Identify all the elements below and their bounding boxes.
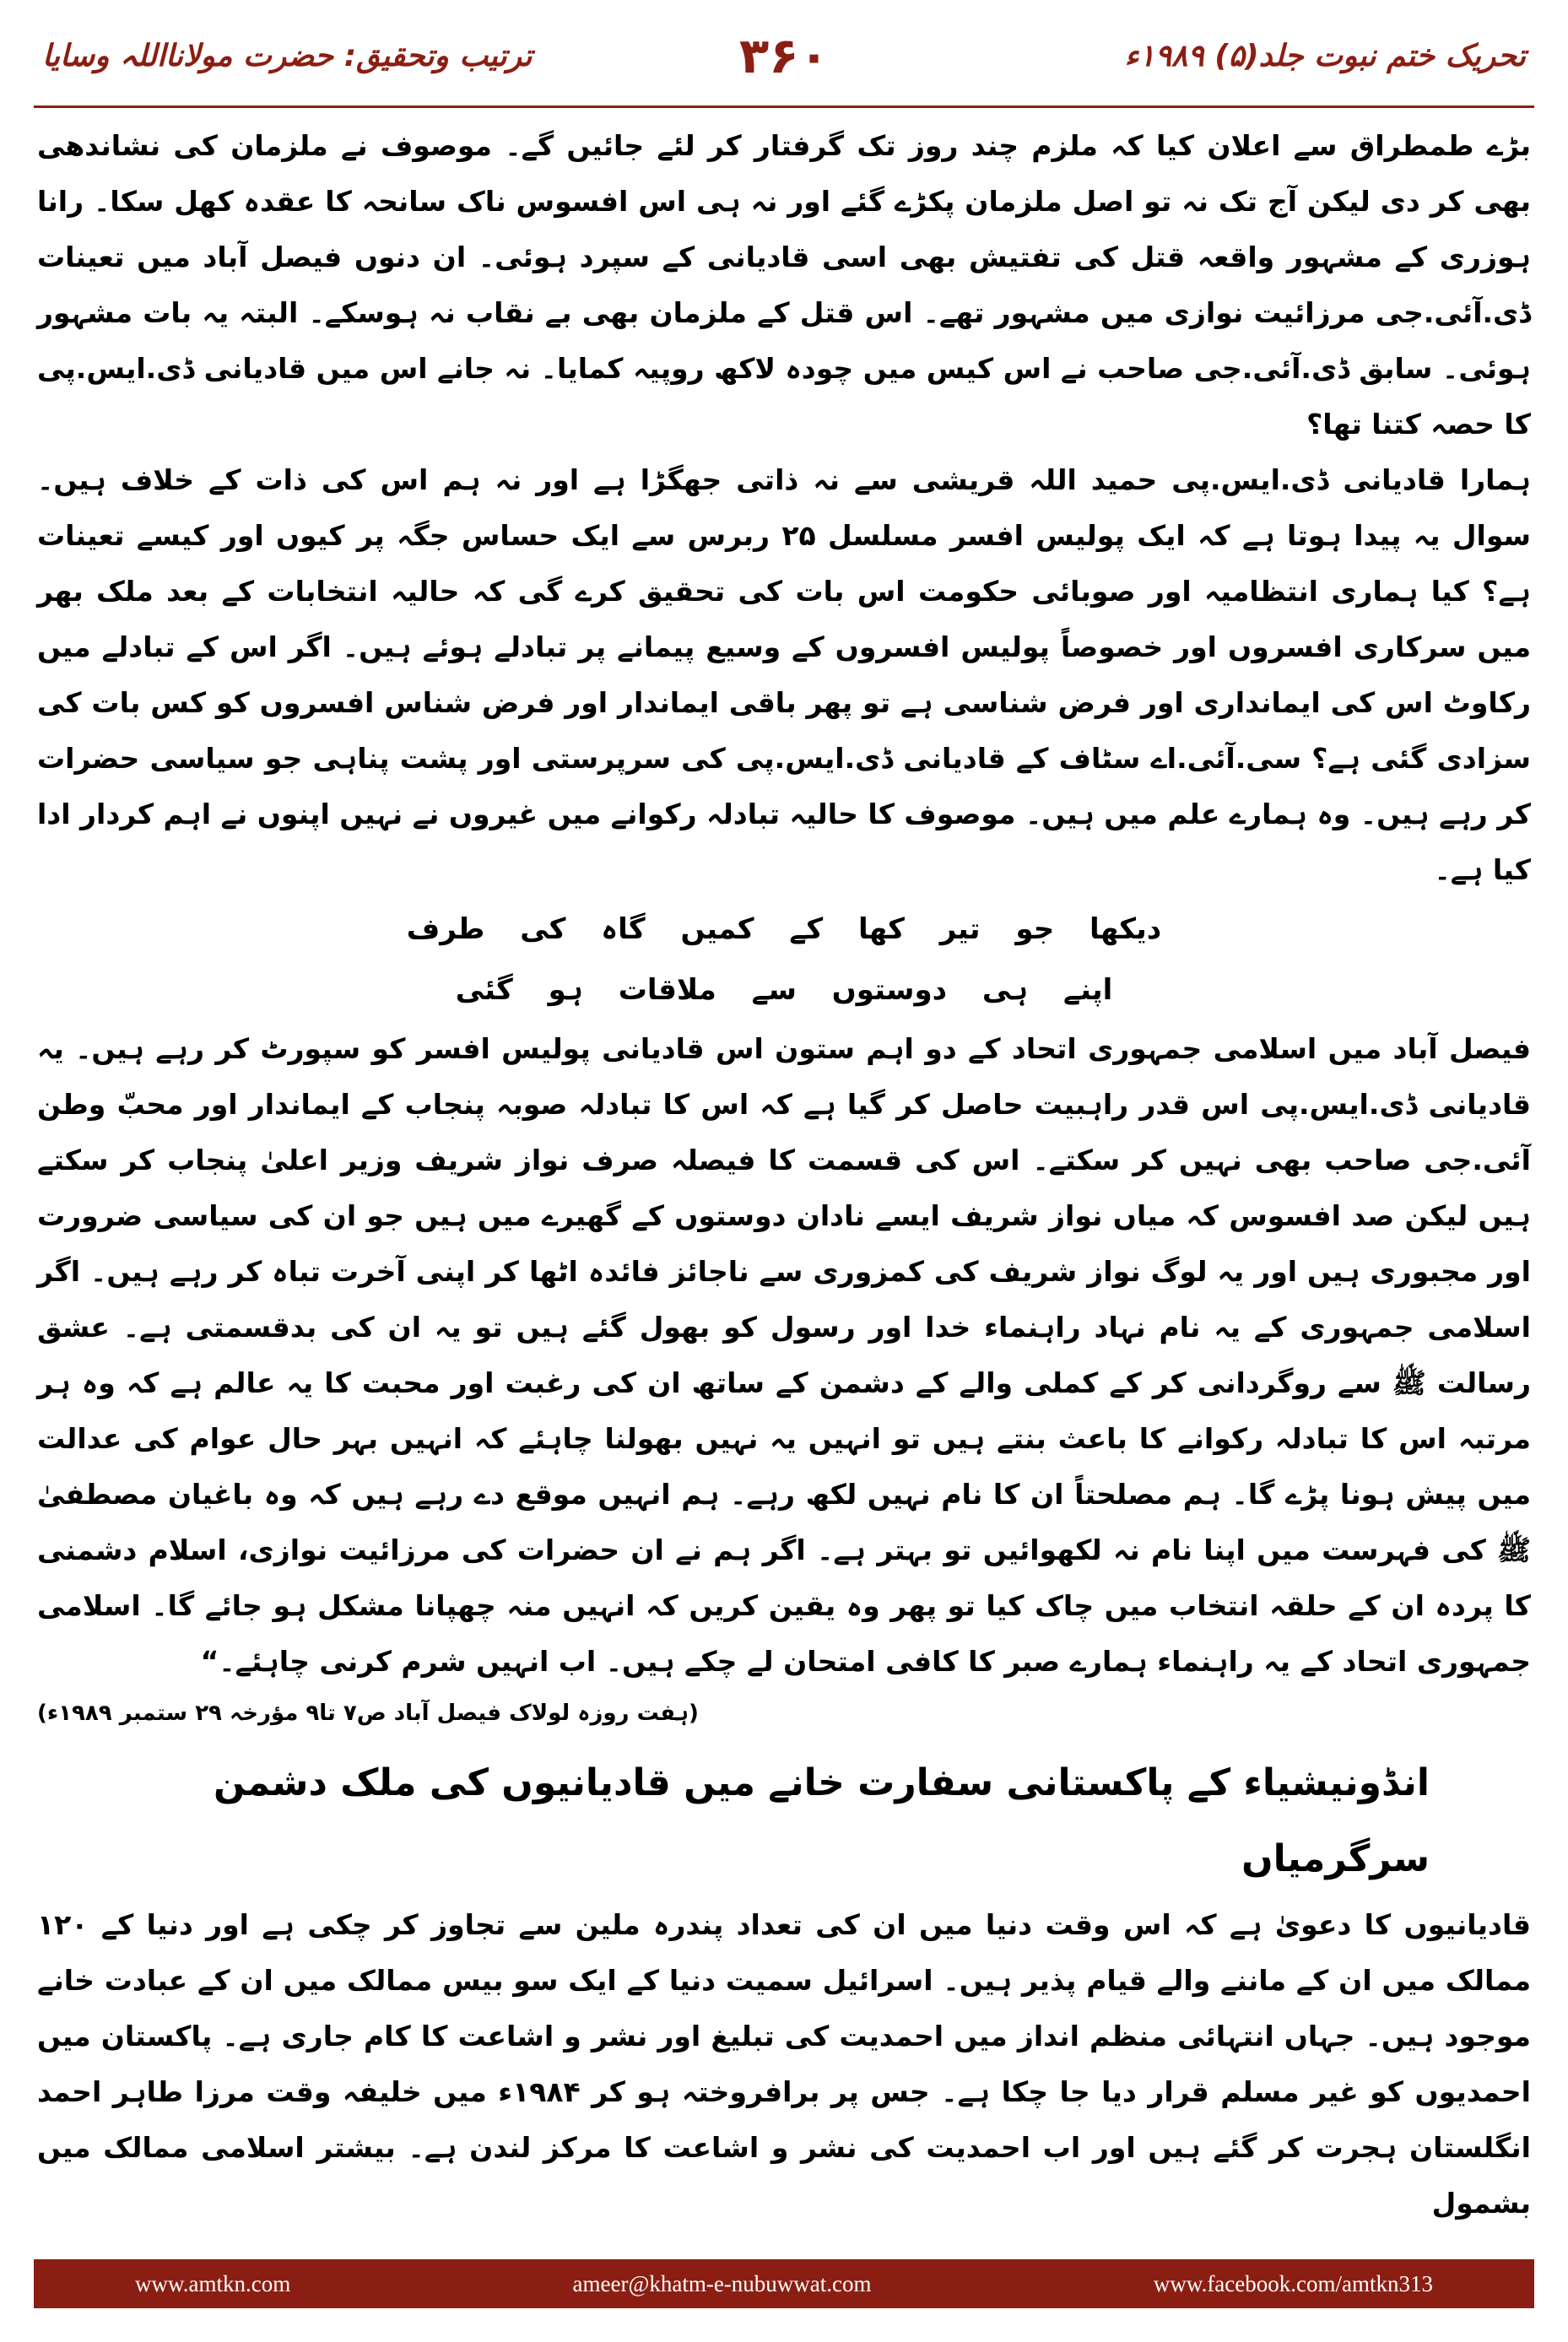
page-header [34, 24, 1534, 101]
compiler-credit: ترتیب وتحقیق: حضرت مولانااللہ وسایا [42, 39, 533, 73]
citation-source: (ہفت روزہ لولاک فیصل آباد ص۷ تا۹ مؤرخہ ۲۹ ستمبر ۱۹۸۹ء) [37, 1701, 699, 1726]
book-title: تحریک ختم نبوت جلد(۵) ۱۹۸۹ء [1124, 39, 1526, 73]
paragraph-1: بڑے طمطراق سے اعلان کیا کہ ملزم چند روز تک گرفتار کر لئے جائیں گے۔ موصوف نے ملزمان کی نشاندھی بھی کر دی لیکن آج تک نہ تو اصل ملزمان پکڑے گئے اور نہ ہی اس افسوس ناک سانحہ کا عقدہ کھل سکا۔ رانا ہوزری کے مشہور واقعہ قتل کی تفتیش بھی اسی قادیانی کے سپرد ہوئی۔ ان دنوں فیصل آباد میں تعینات ڈی.آئی.جی مرزائیت نوازی میں مشہور تھے۔ اس قتل کے ملزمان بھی بے نقاب نہ ہوسکے۔ البتہ یہ بات مشہور ہوئی۔ سابق ڈی.آئی.جی صاحب نے اس کیس میں چودہ لاکھ روپیہ کمایا۔ نہ جانے اس میں قادیانی ڈی.ایس.پی کا حصہ کتنا تھا؟ [37, 129, 1531, 441]
section-heading: انڈونیشیاء کے پاکستانی سفارت خانے میں قادیانیوں کی ملک دشمن سرگرمیاں [214, 1761, 1430, 1880]
article-body [37, 118, 1531, 2231]
facebook-link[interactable]: www.facebook.com/amtkn313 [1153, 2270, 1433, 2296]
page-number: ۳۶۰ [738, 27, 830, 84]
couplet-line-1: دیکھا جو تیر کھا کے کمیں گاہ کی طرف [406, 912, 1162, 946]
citation-row [37, 1696, 1531, 1730]
paragraph-2: ہمارا قادیانی ڈی.ایس.پی حمید اللہ قریشی سے نہ ذاتی جھگڑا ہے اور نہ ہم اس کی ذات کے خلاف ہیں۔ سوال یہ پیدا ہوتا ہے کہ ایک پولیس افسر مسلسل ۲۵ ربرس سے ایک حساس جگہ پر کیوں اور کیسے تعینات ہے؟ کیا ہماری انتظامیہ اور صوبائی حکومت اس بات کی تحقیق کرے گی کہ حالیہ انتخابات کے بعد ملک بھر میں سرکاری افسروں اور خصوصاً پولیس افسروں کے وسیع پیمانے پر تبادلے ہوئے ہیں۔ اگر اس کے تبادلے میں رکاوٹ اس کی ایمانداری اور فرض شناسی ہے تو پھر باقی ایماندار اور فرض شناس افسروں کو کس بات کی سزادی گئی ہے؟ سی.آئی.اے سٹاف کے قادیانی ڈی.ایس.پی کی سرپرستی اور پشت پناہی جو سیاسی حضرات کر رہے ہیں۔ وہ ہمارے علم میں ہیں۔ موصوف کا حالیہ تبادلہ رکوانے میں غیروں نے نہیں اپنوں نے اہم کردار ادا کیا ہے۔ [37, 463, 1531, 886]
website-link[interactable]: www.amtkn.com [135, 2270, 291, 2296]
paragraph-4: قادیانیوں کا دعویٰ ہے کہ اس وقت دنیا میں ان کی تعداد پندرہ ملین سے تجاوز کر چکی ہے اور دنیا کے ۱۲۰ ممالک میں ان کے ماننے والے قیام پذیر ہیں۔ اسرائیل سمیت دنیا کے ایک سو بیس ممالک میں ان کے عبادت خانے موجود ہیں۔ جہاں انتہائی منظم انداز میں احمدیت کی تبلیغ اور نشر و اشاعت کا کام جاری ہے۔ پاکستان میں احمدیوں کو غیر مسلم قرار دیا جا چکا ہے۔ جس پر برافروختہ ہو کر ۱۹۸۴ء میں خلیفہ وقت مرزا طاہر احمد انگلستان ہجرت کر گئے ہیں اور اب احمدیت کی نشر و اشاعت کا مرکز لندن ہے۔ بیشتر اسلامی ممالک میں بشمول [37, 1908, 1531, 2220]
couplet-line-2: اپنے ہی دوستوں سے ملاقات ہو گئی [455, 973, 1113, 1007]
header-divider [34, 105, 1534, 108]
email-link[interactable]: ameer@khatm-e-nubuwwat.com [572, 2270, 872, 2296]
paragraph-3: فیصل آباد میں اسلامی جمہوری اتحاد کے دو اہم ستون اس قادیانی پولیس افسر کو سپورٹ کر رہے ہیں۔ یہ قادیانی ڈی.ایس.پی اس قدر راہبیت حاصل کر گیا ہے کہ اس کا تبادلہ صوبہ پنجاب کے ایماندار اور محبّ وطن آئی.جی صاحب بھی نہیں کر سکتے۔ اس کی قسمت کا فیصلہ صرف نواز شریف وزیر اعلیٰ پنجاب کر سکتے ہیں لیکن صد افسوس کہ میاں نواز شریف ایسے نادان دوستوں کے گھیرے میں ہیں جو ان کی سیاسی ضرورت اور مجبوری ہیں اور یہ لوگ نواز شریف کی کمزوری سے ناجائز فائدہ اٹھا کر اپنی آخرت تباہ کر رہے ہیں۔ اگر اسلامی جمہوری کے یہ نام نہاد راہنماء خدا اور رسول کو بھول گئے ہیں تو یہ ان کی بدقسمتی ہے۔ عشق رسالت ﷺ سے روگردانی کر کے کملی والے کے دشمن کے ساتھ ان کی رغبت اور محبت کا یہ عالم ہے کہ وہ ہر مرتبہ اس کا تبادلہ رکوانے کا باعث بنتے ہیں تو انہیں یہ نہیں بھولنا چاہئے کہ انہیں بہر حال عوام کی عدالت میں پیش ہونا پڑے گا۔ ہم مصلحتاً ان کا نام نہیں لکھ رہے۔ ہم انہیں موقع دے رہے ہیں کہ وہ باغیان مصطفیٰ ﷺ کی فہرست میں اپنا نام نہ لکھوائیں تو بہتر ہے۔ اگر ہم نے ان حضرات کی مرزائیت نوازی، اسلام دشمنی کا پردہ ان کے حلقہ انتخاب میں چاک کیا تو پھر وہ یقین کریں کہ انہیں منہ چھپانا مشکل ہو جائے گا۔ اسلامی جمہوری اتحاد کے یہ راہنماء ہمارے صبر کا کافی امتحان لے چکے ہیں۔ اب انہیں شرم کرنی چاہئے۔“ [37, 1032, 1531, 1678]
page-footer [34, 2259, 1534, 2308]
